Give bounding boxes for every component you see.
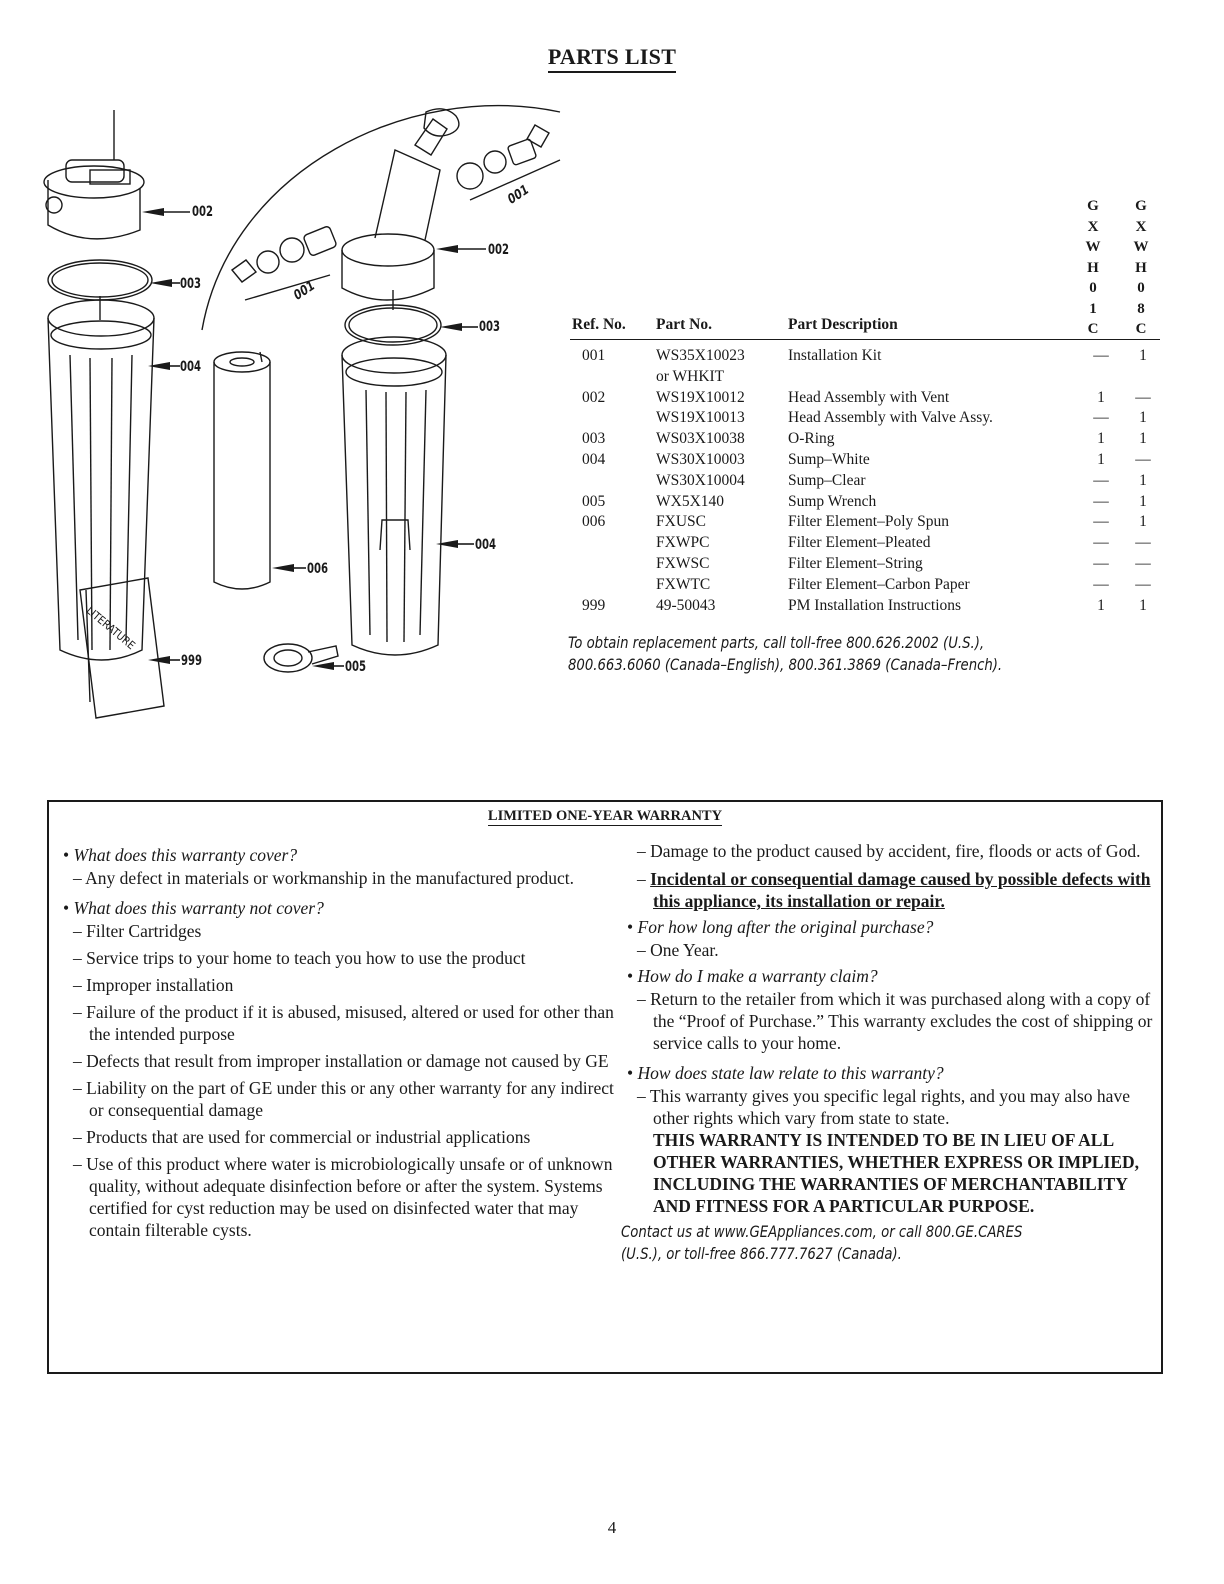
warranty-title: LIMITED ONE-YEAR WARRANTY [487,808,723,824]
table-row: WS30X10004 Sump–Clear — 1 [656,471,1147,489]
table-row: or WHKIT [656,367,725,385]
table-row: 006 FXUSC Filter Element–Poly Spun — 1 [582,513,1147,531]
header-part-description: Part Description [788,316,898,333]
callout-001-left: 001 [292,277,317,305]
list-item: – Filter Cartridges [57,920,617,942]
callout-003-right: 003 [479,319,501,335]
callout-002-right: 002 [488,242,510,258]
table-row: 001 WS35X10023 Installation Kit — 1 [582,347,1147,364]
table-row: 003 WS03X10038 O-Ring 1 1 [582,430,1147,448]
list-item: – Damage to the product caused by accident, fire, floods or acts of God. [621,840,1157,862]
warranty-disclaimer: THIS WARRANTY IS INTENDED TO BE IN LIEU OF ALL OTHER WARRANTIES, WHETHER EXPRESS OR IMPLIED, INCLUDING THE WARRANTIES OF MERCHANTABILITY AND FITNESS FOR A PARTICULAR PURPOSE. [653,1130,1140,1216]
list-item: – Any defect in materials or workmanship in the manufactured product. [57,867,617,889]
parts-diagram [30,90,570,720]
callout-004-right: 004 [475,537,497,553]
header-part-no: Part No. [656,316,712,333]
page-title: PARTS LIST [0,44,1224,70]
list-item: – Failure of the product if it is abused, misused, altered or used for other than the intended purpose [57,1001,617,1045]
callout-004-left: 004 [180,359,202,375]
literature-label: LITERATURE [83,604,138,653]
table-row: FXWTC Filter Element–Carbon Paper — — [656,575,1151,593]
question-claim: • How do I make a warranty claim? [621,965,1157,987]
table-row: 005 WX5X140 Sump Wrench — 1 [582,492,1147,510]
parts-table-header [570,316,1160,340]
model-column-gxwh08c: G X W H 0 8 C [1133,198,1149,337]
list-item: – Improper installation [57,974,617,996]
list-item: – One Year. [621,939,1157,961]
table-row: FXWSC Filter Element–String — — [656,554,1151,572]
list-item: – Use of this product where water is microbiologically unsafe or of unknown quality, without adequate disinfection before or after the system. Systems certified for cyst reduction may be used on disinfected water that may contain filterable cysts. [57,1153,617,1241]
question-state-law: • How does state law relate to this warranty? [621,1062,1157,1084]
list-item: – This warranty gives you specific legal rights, and you may also have other rights which vary from state to state. [621,1085,1157,1129]
list-item: – Products that are used for commercial or industrial applications [57,1126,617,1148]
table-row: 999 49-50043 PM Installation Instructions 1 1 [582,596,1147,614]
callout-999: 999 [181,653,203,669]
replacement-parts-note: To obtain replacement parts, call toll-free 800.626.2002 (U.S.), 800.663.6060 (Canada–English), 800.361.3869 (Canada–French). [568,633,1003,674]
contact-info: Contact us at www.GEAppliances.com, or call 800.GE.CARES (U.S.), or toll-free 866.777.7627 (Canada). [621,1222,1023,1263]
list-item: – Service trips to your home to teach you how to use the product [57,947,617,969]
model-column-gxwh01c: G X W H 0 1 C [1085,198,1101,337]
warranty-box [47,800,1163,1374]
callout-003-left: 003 [180,276,202,292]
table-row: 002 WS19X10012 Head Assembly with Vent 1 — [582,388,1151,406]
warranty-left-column [57,840,617,1241]
list-item: – Liability on the part of GE under this or any other warranty for any indirect or consequential damage [57,1077,617,1121]
table-row: FXWPC Filter Element–Pleated — — [656,534,1151,552]
callout-006: 006 [307,561,329,577]
header-ref-no: Ref. No. [572,316,626,333]
table-row: WS19X10013 Head Assembly with Valve Assy. — 1 [656,409,1147,427]
table-row: 004 WS30X10003 Sump–White 1 — [582,450,1151,468]
page-number: 4 [607,1518,617,1537]
question-cover: • What does this warranty cover? [57,844,617,866]
parts-table [570,316,1160,616]
callout-002-left: 002 [192,204,214,220]
warranty-right-column [621,840,1157,1265]
callout-001-right: 001 [506,181,531,209]
list-item: – Defects that result from improper installation or damage not caused by GE [57,1050,617,1072]
callout-005: 005 [345,659,367,675]
list-item-incidental: – Incidental or consequential damage caused by possible defects with this appliance, its installation or repair. [621,868,1157,912]
question-not-cover: • What does this warranty not cover? [57,897,617,919]
list-item: – Return to the retailer from which it was purchased along with a copy of the “Proof of Purchase.” This warranty excludes the cost of shipping or service calls to your home. [621,988,1157,1054]
question-how-long: • For how long after the original purchase? [621,916,1157,938]
